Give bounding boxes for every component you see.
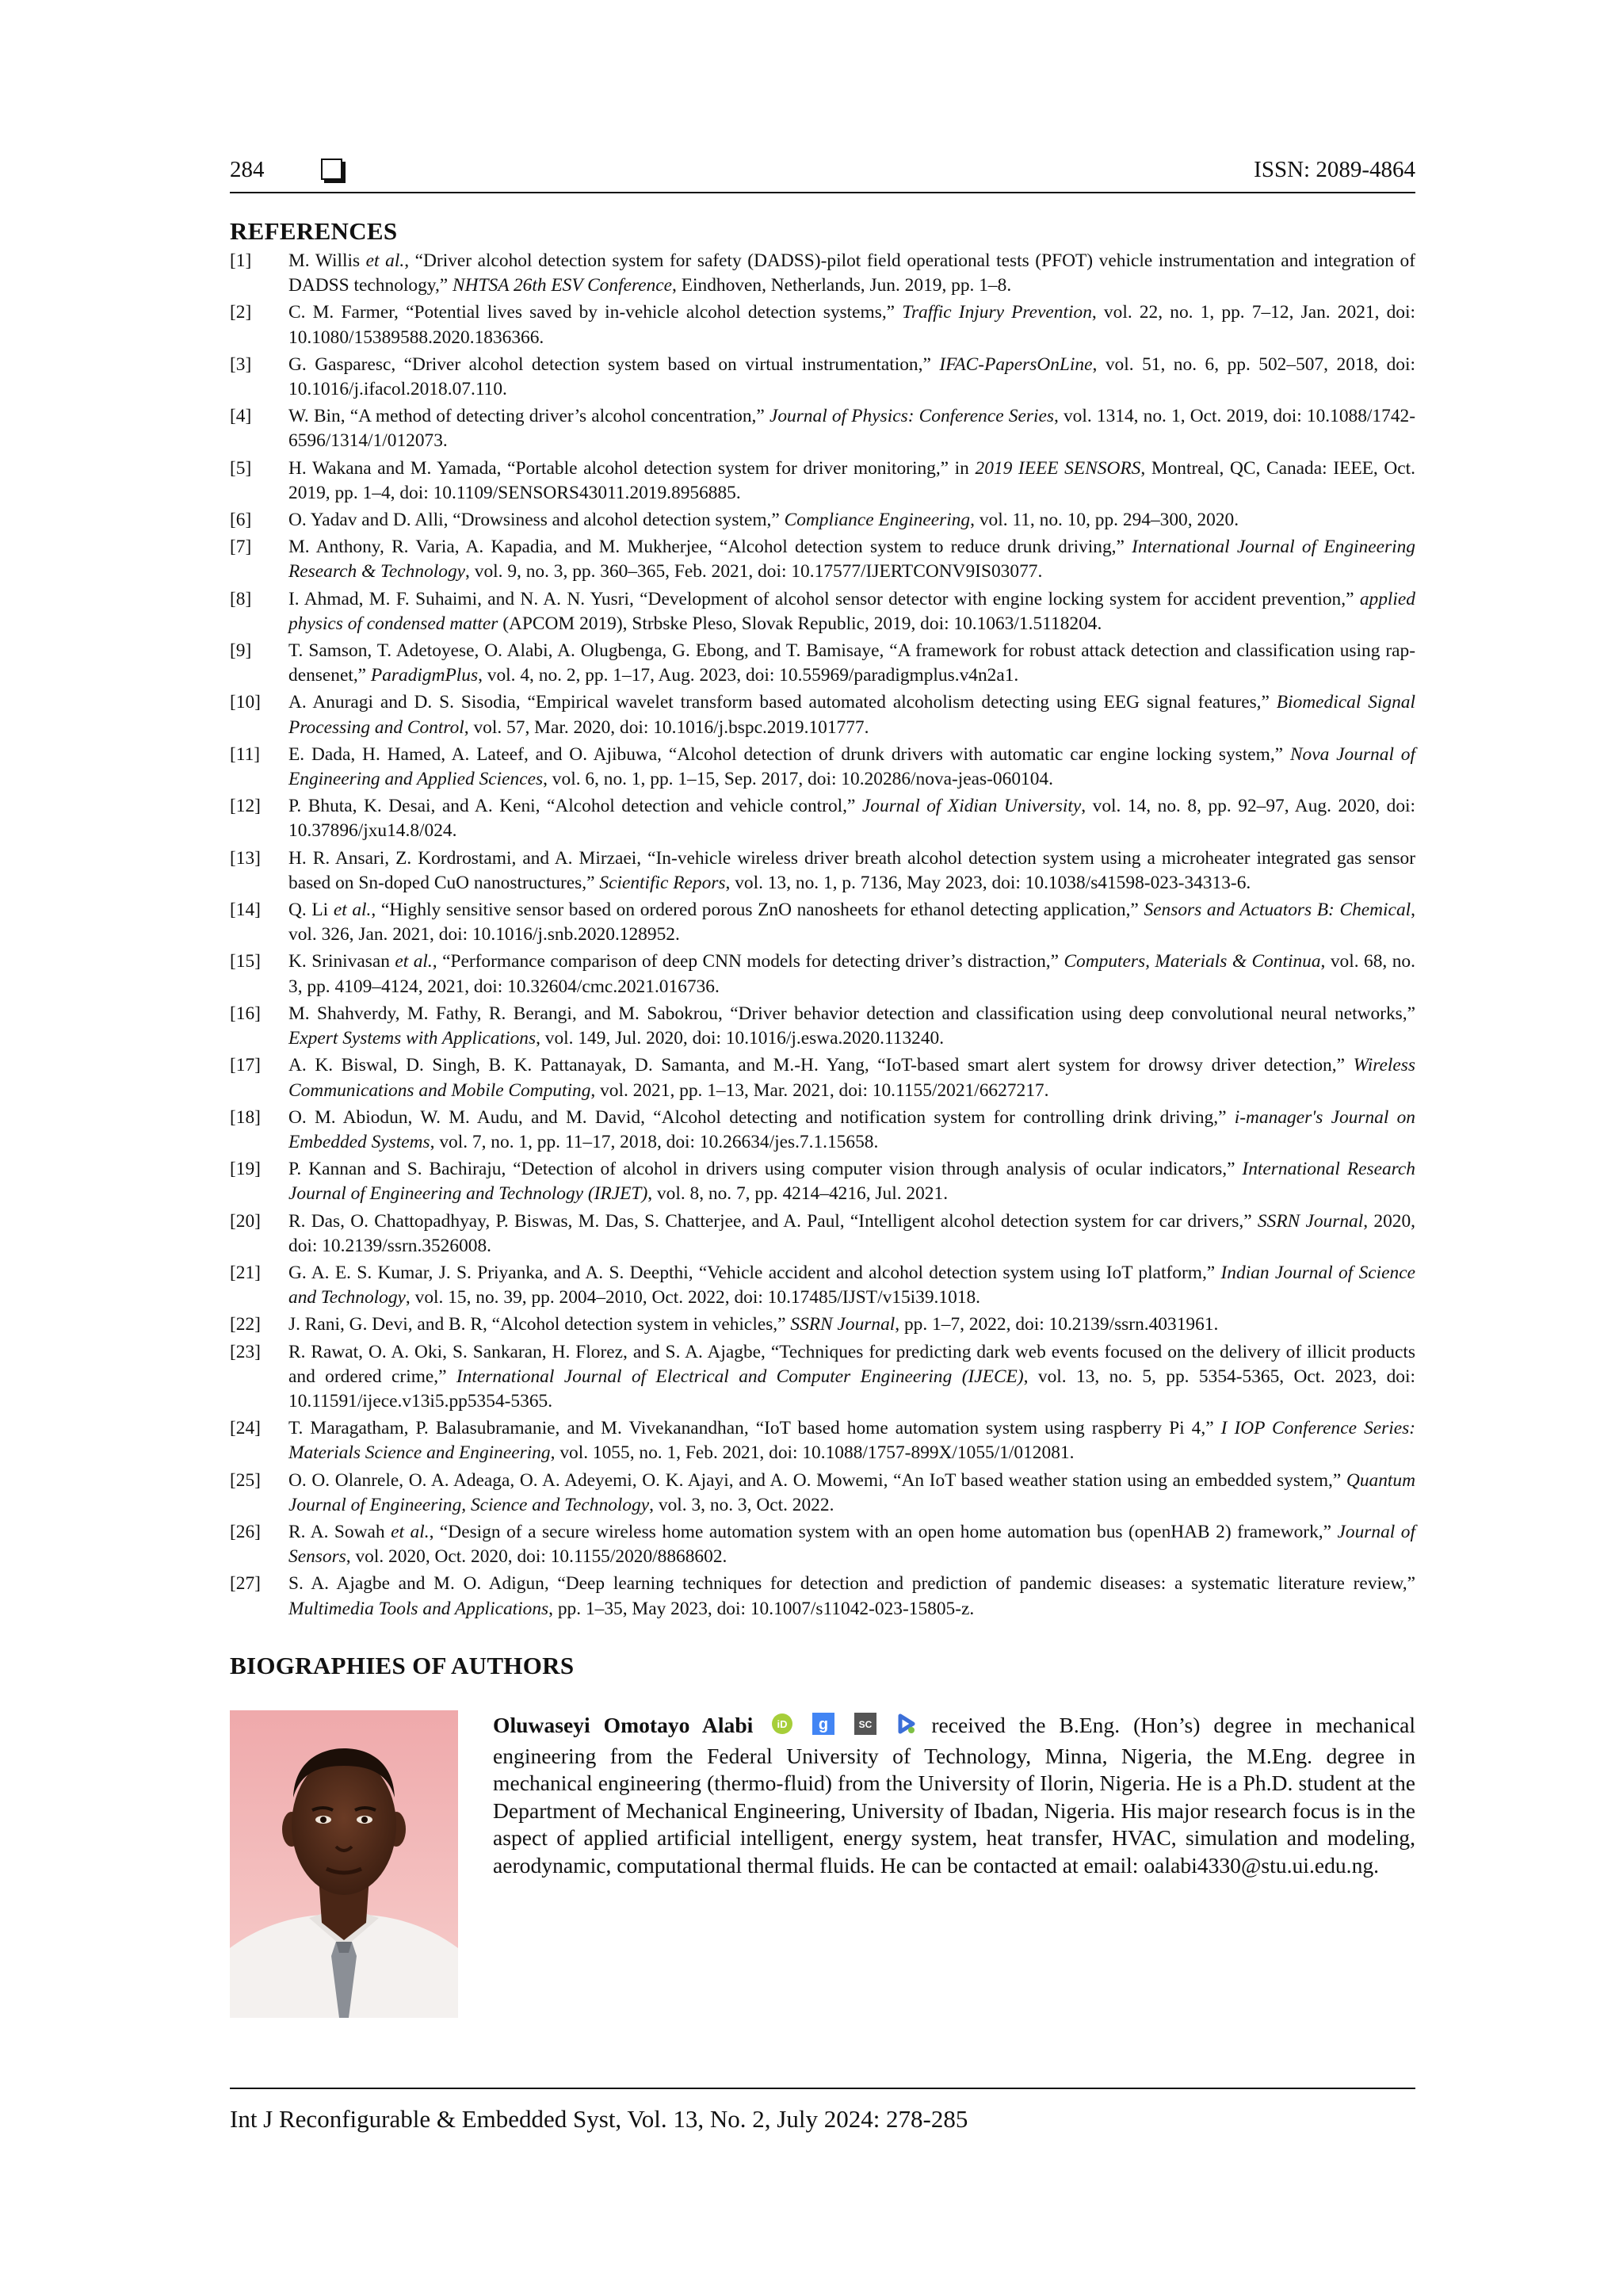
- reference-text: , vol. 13, no. 1, p. 7136, May 2023, doi: 10.1038/s41598-023-34313-6.: [725, 872, 1251, 893]
- reference-text: , vol. 149, Jul. 2020, doi: 10.1016/j.eswa.2020.113240.: [536, 1028, 945, 1049]
- reference-text: , vol. 22, no. 1, pp. 7–12, Jan. 2021, doi: 10.1080/15389588.2020.1836366.: [288, 302, 1415, 348]
- reference-number: [9]: [230, 640, 252, 662]
- reference-item: [230, 846, 1415, 896]
- reference-number: [18]: [230, 1106, 261, 1128]
- reference-text: S. A. Ajagbe and M. O. Adigun, “Deep learning techniques for detection and prediction of pandemic diseases: a systematic literature review,”: [288, 1573, 1415, 1595]
- reference-text: R. Das, O. Chattopadhyay, P. Biswas, M. Das, S. Chatterjee, and A. Paul, “Intelligent alcohol detection system for car drivers,”: [288, 1210, 1258, 1232]
- reference-number: [19]: [230, 1159, 261, 1180]
- reference-number: [7]: [230, 537, 252, 558]
- reference-number: [6]: [230, 510, 252, 531]
- reference-text: , vol. 57, Mar. 2020, doi: 10.1016/j.bspc.2019.101777.: [464, 716, 869, 738]
- reference-source: Sensors and Actuators B: Chemical: [1144, 900, 1411, 921]
- reference-number: [3]: [230, 353, 252, 375]
- reference-item: [230, 690, 1415, 739]
- reference-text: , vol. 3, no. 3, Oct. 2022.: [649, 1494, 834, 1515]
- reference-source: Journal of Xidian University: [861, 796, 1082, 817]
- scopus-icon[interactable]: [854, 1712, 877, 1743]
- reference-item: [230, 1340, 1415, 1415]
- reference-number: [20]: [230, 1210, 261, 1232]
- reference-item: [230, 949, 1415, 999]
- reference-item: [230, 1312, 1415, 1337]
- reference-source: IFAC-PapersOnLine: [939, 353, 1093, 375]
- reference-source: Scientific Repors: [599, 872, 726, 893]
- reference-source: ParadigmPlus: [370, 665, 479, 686]
- reference-text: , “Design of a secure wireless home automation system with an open home automation bus (openHAB 2) framework,”: [429, 1521, 1338, 1542]
- reference-text: C. M. Farmer, “Potential lives saved by in-vehicle alcohol detection systems,”: [288, 302, 903, 323]
- svg-text:g: g: [819, 1716, 829, 1734]
- reference-text: , vol. 14, no. 8, pp. 92–97, Aug. 2020, doi: 10.37896/jxu14.8/024.: [288, 796, 1416, 842]
- reference-number: [8]: [230, 588, 252, 609]
- reference-number: [11]: [230, 743, 261, 765]
- reference-source: Computers, Materials & Continua: [1064, 951, 1321, 972]
- reference-text: G. A. E. S. Kumar, J. S. Priyanka, and A. S. Deepthi, “Vehicle accident and alcohol detection system using IoT platform,”: [288, 1262, 1221, 1283]
- reference-item: [230, 1106, 1415, 1155]
- publons-icon[interactable]: [896, 1713, 918, 1742]
- reference-number: [25]: [230, 1469, 261, 1491]
- reference-text: , vol. 7, no. 1, pp. 11–17, 2018, doi: 10.26634/jes.7.1.15658.: [430, 1131, 879, 1152]
- reference-text: , vol. 9, no. 3, pp. 360–365, Feb. 2021, doi: 10.17577/IJERTCONV9IS03077.: [465, 561, 1043, 583]
- reference-source: et al.: [365, 250, 405, 271]
- reference-source: I IOP Conference Series: Materials Science and Engineering: [288, 1418, 1415, 1464]
- reference-text: K. Srinivasan: [288, 951, 395, 972]
- reference-item: [230, 508, 1415, 533]
- reference-text: A. K. Biswal, D. Singh, B. K. Pattanayak, D. Samanta, and M.-H. Yang, “IoT-based smart alert system for drowsy driver detection,”: [288, 1055, 1354, 1076]
- reference-text: R. Rawat, O. A. Oki, S. Sankaran, H. Florez, and S. A. Ajagbe, “Techniques for predicting dark web events focused on the delivery of illicit products and ordered crime,”: [288, 1341, 1415, 1387]
- reference-text: , pp. 1–35, May 2023, doi: 10.1007/s11042-023-15805-z.: [548, 1598, 975, 1619]
- reference-source: 2019 IEEE SENSORS: [975, 457, 1141, 479]
- reference-source: International Journal of Engineering Research & Technology: [288, 537, 1415, 583]
- reference-text: H. Wakana and M. Yamada, “Portable alcohol detection system for driver monitoring,” in: [288, 457, 976, 479]
- reference-source: Traffic Injury Prevention: [902, 302, 1092, 323]
- reference-number: [21]: [230, 1262, 261, 1283]
- reference-text: P. Kannan and S. Bachiraju, “Detection of alcohol in drivers using computer vision through analysis of ocular indicators,”: [288, 1159, 1243, 1180]
- header-rule: [230, 192, 1415, 193]
- reference-number: [4]: [230, 406, 252, 427]
- reference-text: T. Samson, T. Adetoyese, O. Alabi, A. Olugbenga, G. Ebong, and T. Bamisaye, “A framework for robust attack detection and classification using rap-densenet,”: [288, 640, 1415, 686]
- reference-text: , vol. 51, no. 6, pp. 502–507, 2018, doi: 10.1016/j.ifacol.2018.07.110.: [288, 353, 1416, 400]
- reference-item: [230, 353, 1415, 402]
- footer-rule: [230, 2088, 1415, 2089]
- reference-source: International Research Journal of Engineering and Technology (IRJET): [288, 1159, 1415, 1205]
- reference-number: [10]: [230, 692, 261, 713]
- reference-text: , Eindhoven, Netherlands, Jun. 2019, pp. 1–8.: [672, 275, 1012, 296]
- reference-text: , 2020, doi: 10.2139/ssrn.3526008.: [288, 1210, 1415, 1256]
- reference-text: , vol. 1314, no. 1, Oct. 2019, doi: 10.1088/1742-6596/1314/1/012073.: [288, 406, 1416, 452]
- reference-text: , vol. 2020, Oct. 2020, doi: 10.1155/2020/8868602.: [346, 1546, 727, 1568]
- reference-text: Q. Li: [288, 900, 334, 921]
- reference-text: , vol. 1055, no. 1, Feb. 2021, doi: 10.1088/1757-899X/1055/1/012081.: [550, 1442, 1075, 1464]
- reference-number: [14]: [230, 900, 261, 921]
- reference-source: Multimedia Tools and Applications: [288, 1598, 549, 1619]
- reference-source: Biomedical Signal Processing and Control: [288, 692, 1415, 738]
- reference-text: H. R. Ansari, Z. Kordrostami, and A. Mirzaei, “In-vehicle wireless driver breath alcohol detection system using a microheater integrated gas sensor based on Sn-doped CuO nanostructures,”: [288, 847, 1415, 893]
- author-photo: [230, 1710, 458, 2018]
- reference-item: [230, 300, 1415, 350]
- reference-text: , “Performance comparison of deep CNN models for detecting driver’s distraction,”: [432, 951, 1064, 972]
- author-biography: [493, 1712, 1415, 1879]
- reference-source: Quantum Journal of Engineering, Science and Technology: [288, 1469, 1415, 1515]
- square-bullet-icon: [321, 159, 342, 180]
- reference-text: , vol. 13, no. 5, pp. 5354-5365, Oct. 2023, doi: 10.11591/ijece.v13i5.pp5354-5365.: [288, 1366, 1415, 1412]
- svg-text:iD: iD: [777, 1718, 788, 1731]
- reference-text: O. Yadav and D. Alli, “Drowsiness and alcohol detection system,”: [288, 510, 785, 531]
- reference-item: [230, 743, 1415, 792]
- reference-text: , vol. 2021, pp. 1–13, Mar. 2021, doi: 10.1155/2021/6627217.: [590, 1079, 1049, 1101]
- author-name: Oluwaseyi Omotayo Alabi: [493, 1713, 754, 1737]
- reference-number: [26]: [230, 1521, 261, 1542]
- reference-item: [230, 1157, 1415, 1206]
- reference-source: Indian Journal of Science and Technology: [288, 1262, 1415, 1308]
- reference-text: R. A. Sowah: [288, 1521, 391, 1542]
- reference-number: [1]: [230, 250, 252, 271]
- reference-item: [230, 457, 1415, 506]
- reference-item: [230, 535, 1415, 584]
- reference-text: , “Highly sensitive sensor based on ordered porous ZnO nanosheets for ethanol detecting application,”: [371, 900, 1144, 921]
- reference-text: A. Anuragi and D. S. Sisodia, “Empirical wavelet transform based automated alcoholism detecting using EEG signal features,”: [288, 692, 1277, 713]
- reference-number: [2]: [230, 302, 252, 323]
- reference-source: Journal of Sensors: [288, 1521, 1415, 1568]
- references-list: [230, 249, 1415, 1624]
- reference-source: SSRN Journal: [1257, 1210, 1364, 1232]
- google-scholar-icon[interactable]: [812, 1712, 835, 1743]
- reference-source: i-manager's Journal on Embedded Systems: [288, 1106, 1415, 1152]
- reference-text: G. Gasparesc, “Driver alcohol detection system based on virtual instrumentation,”: [288, 353, 940, 375]
- reference-number: [15]: [230, 951, 261, 972]
- issn-label: ISSN: 2089-4864: [1254, 157, 1415, 182]
- reference-text: , vol. 8, no. 7, pp. 4214–4216, Jul. 2021.: [647, 1183, 949, 1205]
- reference-item: [230, 1469, 1415, 1518]
- reference-text: , pp. 1–7, 2022, doi: 10.2139/ssrn.4031961.: [895, 1314, 1219, 1335]
- reference-number: [22]: [230, 1314, 261, 1335]
- reference-source: NHTSA 26th ESV Conference: [453, 275, 673, 296]
- reference-source: International Journal of Electrical and Computer Engineering (IJECE): [456, 1366, 1024, 1387]
- journal-footer: Int J Reconfigurable & Embedded Syst, Vol. 13, No. 2, July 2024: 278-285: [230, 2105, 968, 2133]
- reference-text: , Montreal, QC, Canada: IEEE, Oct. 2019, pp. 1–4, doi: 10.1109/SENSORS43011.2019.8956885.: [288, 457, 1415, 503]
- references-heading: REFERENCES: [230, 217, 398, 245]
- reference-number: [17]: [230, 1055, 261, 1076]
- reference-text: E. Dada, H. Hamed, A. Lateef, and O. Ajibuwa, “Alcohol detection of drunk drivers with automatic car engine locking system,”: [288, 743, 1290, 765]
- author-portrait-image: [230, 1710, 458, 2018]
- reference-source: et al.: [391, 1521, 430, 1542]
- reference-text: J. Rani, G. Devi, and B. R, “Alcohol detection system in vehicles,”: [288, 1314, 791, 1335]
- reference-source: Expert Systems with Applications: [288, 1028, 537, 1049]
- reference-item: [230, 1416, 1415, 1465]
- reference-number: [16]: [230, 1003, 261, 1024]
- reference-item: [230, 1261, 1415, 1310]
- reference-source: et al.: [395, 951, 433, 972]
- biographies-heading: BIOGRAPHIES OF AUTHORS: [230, 1652, 575, 1679]
- reference-number: [5]: [230, 457, 252, 479]
- reference-item: [230, 249, 1415, 298]
- reference-text: O. O. Olanrele, O. A. Adeaga, O. A. Adeyemi, O. K. Ajayi, and A. O. Mowemi, “An IoT based weather station using an embedded system,”: [288, 1469, 1346, 1491]
- reference-item: [230, 587, 1415, 636]
- reference-text: T. Maragatham, P. Balasubramanie, and M. Vivekanandhan, “IoT based home automation system using raspberry Pi 4,”: [288, 1418, 1221, 1439]
- reference-text: W. Bin, “A method of detecting driver’s alcohol concentration,”: [288, 406, 769, 427]
- reference-item: [230, 1002, 1415, 1051]
- reference-number: [27]: [230, 1573, 261, 1595]
- reference-source: et al.: [333, 900, 372, 921]
- reference-source: SSRN Journal: [790, 1314, 896, 1335]
- reference-text: I. Ahmad, M. F. Suhaimi, and N. A. N. Yusri, “Development of alcohol sensor detector with engine locking system for accident prevention,”: [288, 588, 1360, 609]
- reference-source: Compliance Engineering: [784, 510, 971, 531]
- reference-number: [13]: [230, 847, 261, 869]
- author-bio-text: received the B.Eng. (Hon’s) degree in mechanical engineering from the Federal University of Technology, Minna, Nigeria, the M.Eng. degree in mechanical engineering (thermo-fluid) from the University of Ilorin, Nigeria. He is a Ph.D. student at the Department of Mechanical Engineering, University of Ibadan, Nigeria. His major research focus is in the aspect of applied artificial intelligent, energy system, heat transfer, HVAC, simulation and modeling, aerodynamic, computational thermal fluids. He can be contacted at email: oalabi4330@stu.ui.edu.ng.: [493, 1713, 1416, 1878]
- reference-source: Wireless Communications and Mobile Computing: [288, 1055, 1415, 1101]
- reference-text: , vol. 15, no. 39, pp. 2004–2010, Oct. 2022, doi: 10.17485/IJST/v15i39.1018.: [405, 1287, 981, 1308]
- reference-text: M. Shahverdy, M. Fathy, R. Berangi, and M. Sabokrou, “Driver behavior detection and classification using deep convolutional neural networks,”: [288, 1003, 1415, 1024]
- reference-item: [230, 404, 1415, 453]
- reference-item: [230, 639, 1415, 688]
- reference-text: , vol. 6, no. 1, pp. 1–15, Sep. 2017, doi: 10.20286/nova-jeas-060104.: [543, 769, 1053, 790]
- orcid-icon[interactable]: [771, 1713, 793, 1742]
- page-header: [230, 152, 1415, 192]
- reference-number: [23]: [230, 1341, 261, 1362]
- reference-item: [230, 1572, 1415, 1621]
- reference-text: , vol. 68, no. 3, pp. 4109–4124, 2021, doi: 10.32604/cmc.2021.016736.: [288, 951, 1415, 997]
- reference-item: [230, 1520, 1415, 1569]
- reference-text: , vol. 11, no. 10, pp. 294–300, 2020.: [970, 510, 1239, 531]
- reference-text: , “Driver alcohol detection system for safety (DADSS)-pilot field operational tests (PFOT) vehicle instrumentation and integration of DADSS technology,”: [288, 250, 1415, 296]
- reference-number: [12]: [230, 796, 261, 817]
- reference-number: [24]: [230, 1418, 261, 1439]
- reference-text: (APCOM 2019), Strbske Pleso, Slovak Republic, 2019, doi: 10.1063/1.5118204.: [498, 613, 1102, 634]
- reference-text: M. Willis: [288, 250, 366, 271]
- reference-source: Journal of Physics: Conference Series: [769, 406, 1054, 427]
- reference-item: [230, 1209, 1415, 1259]
- reference-text: O. M. Abiodun, W. M. Audu, and M. David, “Alcohol detecting and notification system for controlling drink driving,”: [288, 1106, 1235, 1128]
- reference-source: applied physics of condensed matter: [288, 588, 1415, 634]
- svg-text:SC: SC: [859, 1719, 873, 1731]
- reference-text: P. Bhuta, K. Desai, and A. Keni, “Alcohol detection and vehicle control,”: [288, 796, 862, 817]
- reference-item: [230, 1053, 1415, 1102]
- reference-item: [230, 794, 1415, 843]
- reference-text: M. Anthony, R. Varia, A. Kapadia, and M. Mukherjee, “Alcohol detection system to reduce drunk driving,”: [288, 537, 1132, 558]
- reference-source: Nova Journal of Engineering and Applied Sciences: [288, 743, 1415, 790]
- reference-item: [230, 898, 1415, 947]
- page-number: 284: [230, 157, 265, 182]
- reference-text: , vol. 326, Jan. 2021, doi: 10.1016/j.snb.2020.128952.: [288, 900, 1415, 946]
- reference-text: , vol. 4, no. 2, pp. 1–17, Aug. 2023, doi: 10.55969/paradigmplus.v4n2a1.: [478, 665, 1019, 686]
